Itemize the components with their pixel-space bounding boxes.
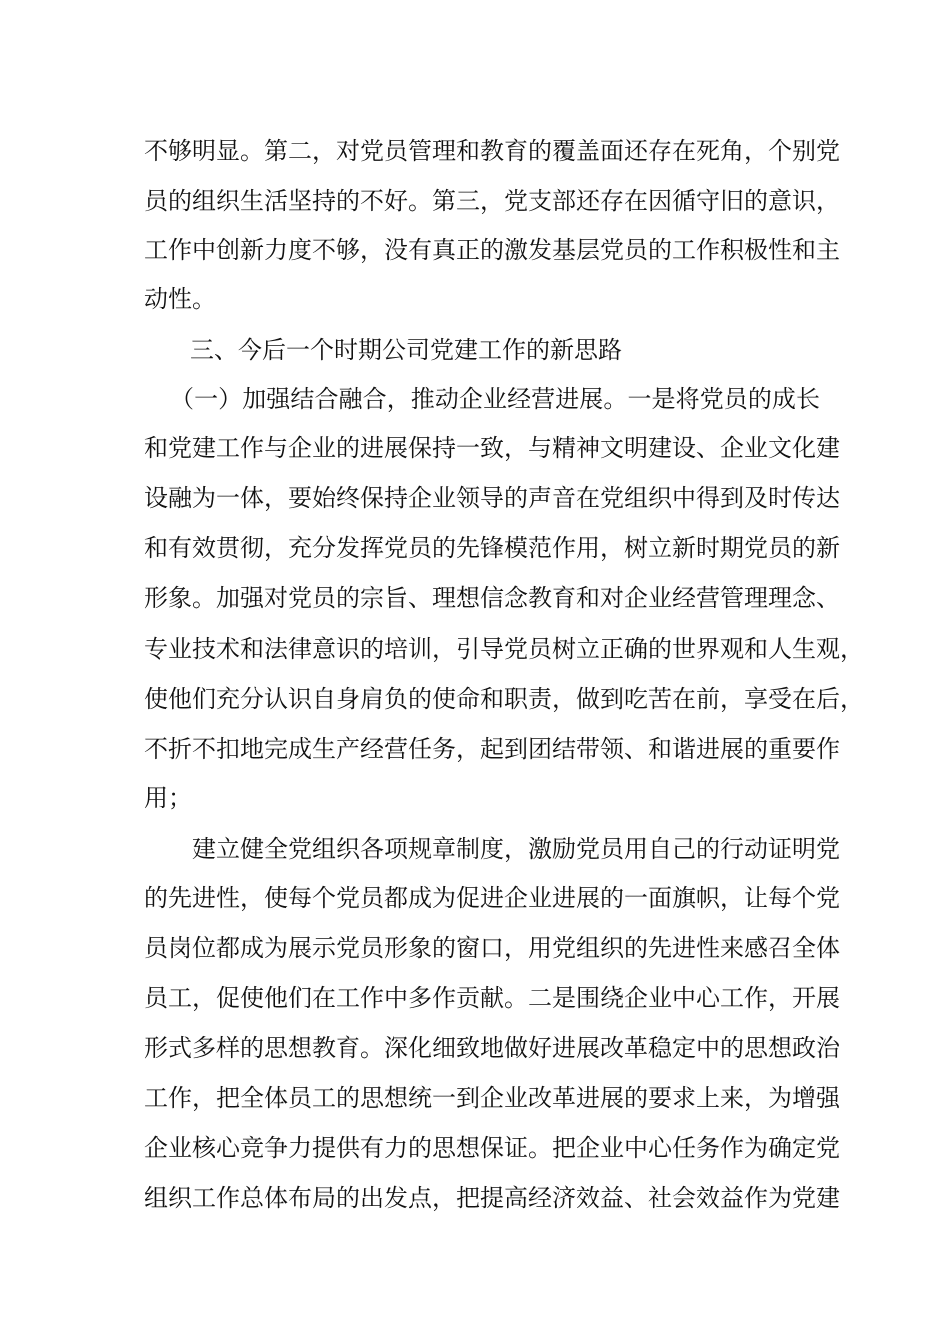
text-line-8: 设融为一体，要始终保持企业领导的声音在党组织中得到及时传达 xyxy=(144,484,840,512)
subsection-heading-line: （一）加强结合融合，推动企业经营进展。一是将党员的成长 xyxy=(170,385,820,413)
text-line-3: 工作中创新力度不够，没有真正的激发基层党员的工作积极性和主 xyxy=(144,236,840,264)
text-line-21: 企业核心竞争力提供有力的思想保证。把企业中心任务作为确定党 xyxy=(144,1134,840,1162)
text-line-14: 用； xyxy=(144,784,192,812)
text-line-2: 员的组织生活坚持的不好。第三，党支部还存在因循守旧的意识， xyxy=(144,187,840,215)
text-line-4: 动性。 xyxy=(144,285,216,313)
text-line-17: 员岗位都成为展示党员形象的窗口，用党组织的先进性来感召全体 xyxy=(144,934,840,962)
text-line-20: 工作，把全体员工的思想统一到企业改革进展的要求上来，为增强 xyxy=(144,1084,840,1112)
text-line-9: 和有效贯彻，充分发挥党员的先锋模范作用，树立新时期党员的新 xyxy=(144,534,840,562)
text-line-10: 形象。加强对党员的宗旨、理想信念教育和对企业经营管理理念、 xyxy=(144,584,840,612)
text-line-22: 组织工作总体布局的出发点，把提高经济效益、社会效益作为党建 xyxy=(144,1184,840,1212)
text-line-7: 和党建工作与企业的进展保持一致，与精神文明建设、企业文化建 xyxy=(144,434,840,462)
text-line-12: 使他们充分认识自身肩负的使命和职责，做到吃苦在前，享受在后， xyxy=(144,685,864,713)
section-heading: 三、今后一个时期公司党建工作的新思路 xyxy=(190,336,622,364)
text-line-1: 不够明显。第二，对党员管理和教育的覆盖面还存在死角，个别党 xyxy=(144,137,840,165)
text-line-16: 的先进性，使每个党员都成为促进企业进展的一面旗帜，让每个党 xyxy=(144,884,840,912)
text-line-19: 形式多样的思想教育。深化细致地做好进展改革稳定中的思想政治 xyxy=(144,1034,840,1062)
text-line-18: 员工，促使他们在工作中多作贡献。二是围绕企业中心工作，开展 xyxy=(144,984,840,1012)
text-line-13: 不折不扣地完成生产经营任务，起到团结带领、和谐进展的重要作 xyxy=(144,735,840,763)
text-line-11: 专业技术和法律意识的培训，引导党员树立正确的世界观和人生观， xyxy=(144,635,864,663)
text-line-15: 建立健全党组织各项规章制度，激励党员用自己的行动证明党 xyxy=(192,835,840,863)
